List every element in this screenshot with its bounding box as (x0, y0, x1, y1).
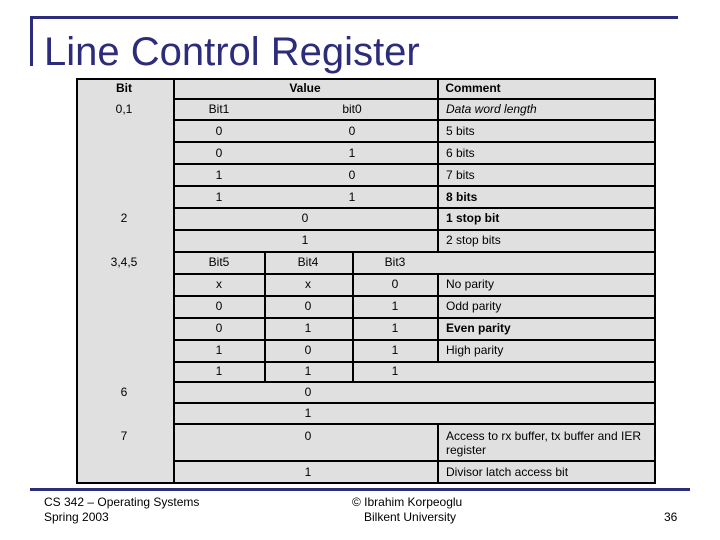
header-value: Value (289, 81, 321, 95)
rule (175, 295, 656, 297)
table-cell: 1 (215, 343, 223, 357)
bit-label-3-4-5: 3,4,5 (110, 255, 138, 269)
table-cell: 1 (215, 168, 223, 182)
subheader-bit4: Bit4 (297, 255, 319, 269)
table-cell: 0 (348, 168, 356, 182)
table-cell: 1 (304, 364, 312, 378)
rule (175, 381, 656, 383)
table-cell-comment: Access to rx buffer, tx buffer and IER (446, 429, 641, 443)
rule (175, 339, 656, 341)
subheader-bit3: Bit3 (384, 255, 406, 269)
table-cell-comment: High parity (446, 343, 504, 357)
rule (175, 423, 656, 425)
footer-term: Spring 2003 (44, 510, 109, 524)
footer-rule (30, 488, 690, 491)
table-cell-comment: 8 bits (446, 190, 478, 204)
page-number: 36 (664, 510, 678, 524)
col-divider-bit (173, 78, 175, 484)
header-bit: Bit (116, 81, 132, 95)
bit-label-0-1: 0,1 (115, 102, 133, 116)
footer-university: Bilkent University (364, 510, 457, 524)
table-cell-comment: 5 bits (446, 124, 475, 138)
rule (175, 251, 656, 253)
rule-header (175, 98, 656, 100)
table-cell: 0 (304, 429, 312, 443)
subheader-bit1: Bit1 (208, 102, 230, 116)
col-divider-bit5 (264, 251, 266, 381)
table-cell-comment: register (446, 443, 487, 457)
subheader-bit0: bit0 (342, 102, 362, 116)
table-border-left (76, 78, 78, 484)
slide-title: Line Control Register (44, 30, 420, 74)
subheader-bit5: Bit5 (208, 255, 230, 269)
table-cell-comment: 1 stop bit (446, 211, 500, 225)
rule (175, 119, 656, 121)
table-cell: x (216, 277, 222, 291)
table-cell: 0 (304, 385, 312, 399)
table-cell: 0 (215, 146, 223, 160)
table-cell-comment: 2 stop bits (446, 233, 501, 247)
table-cell: 1 (215, 190, 223, 204)
rule (175, 163, 656, 165)
table-border-top (78, 78, 656, 80)
rule (175, 207, 656, 209)
bit-label-6: 6 (120, 385, 128, 399)
table-cell: 1 (391, 321, 399, 335)
table-cell: 0 (301, 211, 309, 225)
table-cell: 0 (304, 343, 312, 357)
col-divider-comment (437, 423, 439, 483)
table-cell-comment: 6 bits (446, 146, 475, 160)
table-cell: x (305, 277, 311, 291)
table-cell: 0 (215, 124, 223, 138)
table-cell: 1 (391, 343, 399, 357)
table-cell: 1 (304, 321, 312, 335)
col-divider-comment (437, 78, 439, 251)
bit-label-7: 7 (120, 429, 128, 443)
table-cell-comment: Even parity (446, 321, 511, 335)
table-cell: 0 (215, 321, 223, 335)
table-cell-comment: Divisor latch access bit (446, 465, 569, 479)
table-cell: 1 (348, 146, 356, 160)
col-divider-comment (437, 273, 439, 361)
table-cell: 0 (304, 299, 312, 313)
table-cell: 1 (301, 233, 309, 247)
table-cell-comment: 7 bits (446, 168, 475, 182)
table-cell: 0 (348, 124, 356, 138)
table-cell-comment: No parity (446, 277, 495, 291)
header-comment: Comment (445, 81, 501, 95)
col-divider-bit4 (352, 251, 354, 381)
rule (175, 402, 656, 404)
rule (175, 141, 656, 143)
rule (175, 460, 656, 462)
table-cell: 1 (391, 299, 399, 313)
table-cell: 0 (215, 299, 223, 313)
footer-author: © Ibrahim Korpeoglu (352, 495, 463, 509)
table-cell: 1 (304, 465, 312, 479)
table-cell: 1 (215, 364, 223, 378)
title-frame-top (30, 16, 678, 19)
table-cell: 1 (391, 364, 399, 378)
rule (175, 273, 656, 275)
title-frame-left (30, 16, 33, 66)
bit-label-2: 2 (120, 211, 128, 225)
table-cell: 1 (304, 406, 312, 420)
footer-course: CS 342 – Operating Systems (44, 495, 200, 509)
rule (175, 317, 656, 319)
table-cell-comment: Odd parity (446, 299, 502, 313)
comment-data-word-length: Data word length (446, 102, 537, 116)
rule (175, 361, 656, 363)
table-cell: 0 (391, 277, 399, 291)
rule (175, 229, 656, 231)
rule (175, 185, 656, 187)
table-cell: 1 (348, 190, 356, 204)
table-border-bottom (78, 482, 656, 484)
